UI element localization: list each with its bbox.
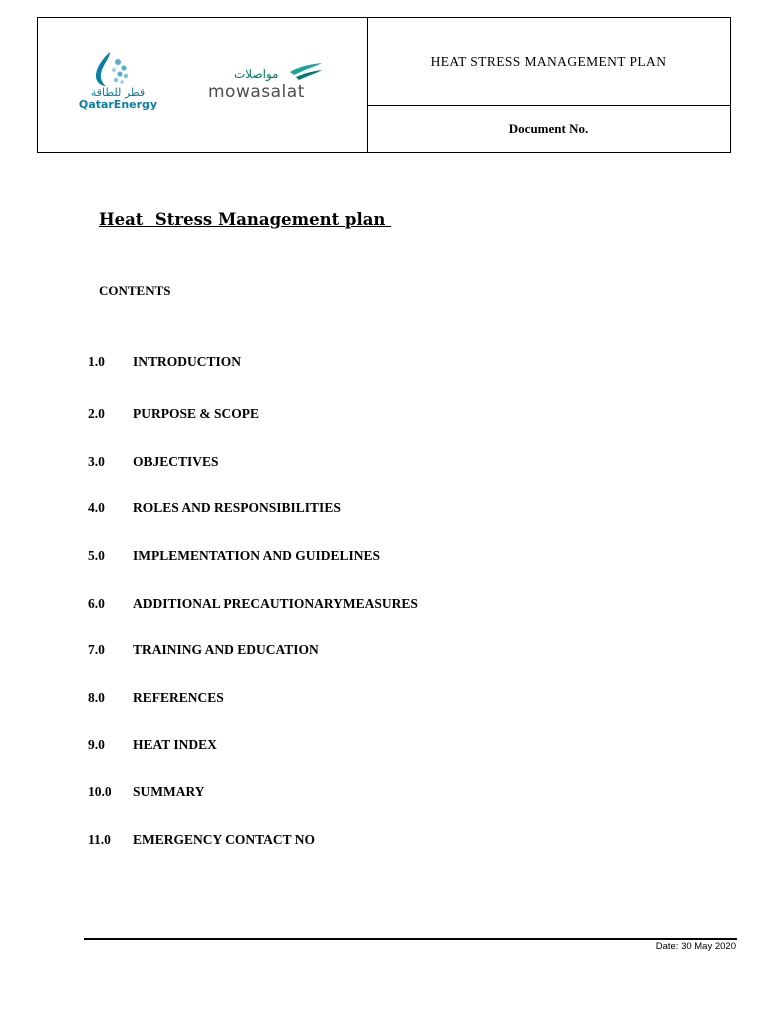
qatarenergy-wordmark: QatarEnergy bbox=[78, 98, 158, 110]
toc-entry-label: TRAINING AND EDUCATION bbox=[133, 642, 319, 657]
document-number-label: Document No. bbox=[508, 120, 589, 136]
toc-entry-label: SUMMARY bbox=[133, 784, 205, 799]
footer-divider bbox=[84, 938, 737, 940]
toc-entry-number: 10.0 bbox=[88, 784, 112, 799]
toc-entry-number: 11.0 bbox=[88, 832, 111, 847]
toc-entry-label: REFERENCES bbox=[133, 690, 224, 705]
toc-entry-number: 8.0 bbox=[88, 690, 105, 705]
toc-entry-number: 4.0 bbox=[88, 500, 105, 515]
mowasalat-wordmark: mowasalat bbox=[208, 82, 305, 102]
qatarenergy-logo bbox=[70, 46, 166, 110]
mowasalat-arabic: مواصلات bbox=[234, 67, 279, 81]
toc-entry-number: 2.0 bbox=[88, 406, 105, 421]
toc-entry-number: 5.0 bbox=[88, 548, 105, 563]
toc-entry-label: PURPOSE & SCOPE bbox=[133, 406, 260, 421]
toc-entry-number: 6.0 bbox=[88, 596, 105, 611]
toc-entry-label: EMERGENCY CONTACT NO bbox=[133, 832, 316, 847]
footer-date: Date: 30 May 2020 bbox=[655, 941, 736, 952]
toc-entry-number: 7.0 bbox=[88, 642, 105, 657]
toc-entry-label: INTRODUCTION bbox=[133, 354, 242, 369]
toc-entry-label: ADDITIONAL PRECAUTIONARYMEASURES bbox=[133, 596, 418, 611]
toc-entry-label: IMPLEMENTATION AND GUIDELINES bbox=[133, 548, 381, 563]
contents-heading: CONTENTS bbox=[99, 283, 171, 298]
mowasalat-logo bbox=[206, 58, 326, 102]
document-title: Heat Stress Management plan bbox=[99, 210, 392, 229]
toc-entry-number: 1.0 bbox=[88, 354, 105, 369]
toc-entry-label: OBJECTIVES bbox=[133, 454, 219, 469]
header-table bbox=[37, 17, 731, 153]
toc-entry-number: 3.0 bbox=[88, 454, 105, 469]
toc-entry-label: ROLES AND RESPONSIBILITIES bbox=[133, 500, 341, 515]
header-title: HEAT STRESS MANAGEMENT PLAN bbox=[367, 18, 730, 106]
logo-cell bbox=[38, 18, 368, 152]
toc-entry-number: 9.0 bbox=[88, 737, 105, 752]
qatarenergy-arabic: قطر للطاقة bbox=[90, 86, 146, 99]
toc-entry-label: HEAT INDEX bbox=[133, 737, 217, 752]
